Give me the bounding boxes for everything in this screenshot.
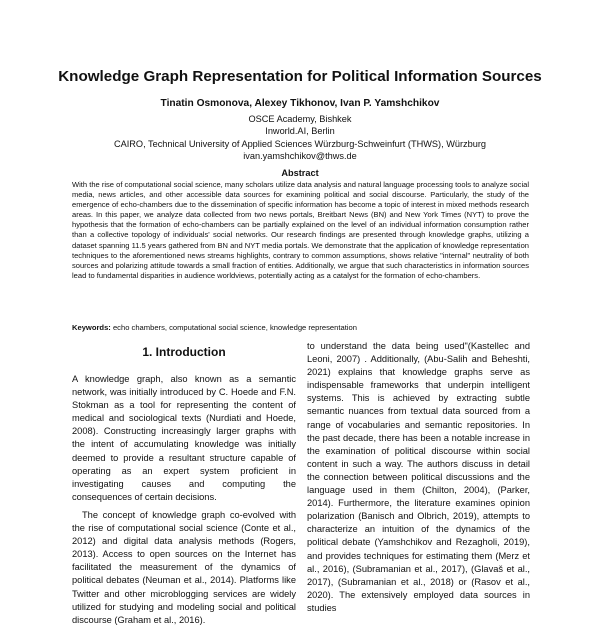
section-heading-introduction: 1. Introduction: [142, 345, 226, 359]
author-list: Tinatin Osmonova, Alexey Tikhonov, Ivan P. Yamshchikov: [160, 98, 440, 109]
left-column: [72, 340, 296, 632]
intro-paragraph-1: A knowledge graph, also known as a semantic network, was initially introduced by C. Hoede and F.N. Stokman as a tool for representing the content of medical and sociological texts (Nurdiati and Hoede, 2008). Constructing increasingly larger graphs with the intent of accumulating knowledge was initially deemed to provide a resultant structure capable of operating as an expert system proficient in investigating causes and computing the consequences of certain decisions.: [72, 374, 296, 502]
intro-paragraph-3: to understand the data being used"(Kastellec and Leoni, 2007) . Additionally, (Abu-Salih and Beheshti, 2021) explains that knowledge graphs serve as indispensable frameworks that underpin intelligent systems. This is achieved by extracting subtle semantic nuances from textual data sourced from a range of vocabularies and semantic repositories. In the past decade, there has been a notable increase in the examination of political discourse within social content in such a way. The authors discuss in detail the connection between political discussions and the language used in them (Chilton, 2004), (Parker, 2014). Furthermore, the literature examines opinion polarization (Banisch and Olbrich, 2019), attempts to characterize an intuition of the dynamics of the political debate (Yamshchikov and Rezagholi, 2019), and provides techniques for estimating them (Merz et al., 2016), (Subramanian et al., 2017), (Glavaš et al., 2017), (Subramanian et al., 2018) or (Rasov et al., 2020). The extensively employed data sources in studies: [307, 341, 530, 613]
affiliation-inworld: Inworld.AI, Berlin: [265, 126, 335, 136]
keywords-label: Keywords:: [72, 323, 111, 332]
paper-title: Knowledge Graph Representation for Political Information Sources: [58, 68, 542, 85]
affiliation-thws: CAIRO, Technical University of Applied Sciences Würzburg-Schweinfurt (THWS), Würzburg: [113, 139, 487, 149]
keywords: [72, 323, 529, 333]
abstract-text: With the rise of computational social science, many scholars utilize data analysis and natural language processing tools to analyze social media, news articles, and other accessible data sources for examining political and social discourse. Particularly, the study of the emergence of echo-chambers due to the dissemination of specific information has become a topic of interest in mixed methods research areas. In this paper, we analyze data collected from two news portals, Breitbart News (BN) and New York Times (NYT) to prove the hypothesis that the formation of echo-chambers can be partially explained on the level of an individual information consumption rather than a collective topology of individuals' social networks. Our research findings are presented through knowledge graphs, utilizing a dataset spanning 11.5 years gathered from BN and NYT media portals. We demonstrate that the application of knowledge representation techniques to the aforementioned news streams highlights, contrary to common assumptions, shows relative "internal" neutrality of both sources and polarizing attitude towards a small fraction of entities. Additionally, we argue that such characteristics in information sources lead to fundamental disparities in audience worldviews, potentially acting as a catalyst for the formation of echo-chambers.: [72, 180, 529, 280]
right-column: [307, 340, 530, 620]
intro-paragraph-2: The concept of knowledge graph co-evolved with the rise of computational social science (Conte et al., 2012) and digital data analysis methods (Rogers, 2013). Access to open sources on the Internet has facilitated the measurement of the dynamics of political debates (Neuman et al., 2014). Platforms like Twitter and other microblogging services are widely utilized for studying and modeling social and political discourse (Graham et al., 2016).: [72, 509, 296, 625]
abstract-heading: Abstract: [281, 168, 319, 178]
keywords-text: echo chambers, computational social science, knowledge representation: [112, 323, 357, 332]
affiliation-osce: OSCE Academy, Bishkek: [248, 114, 352, 124]
author-email: ivan.yamshchikov@thws.de: [243, 151, 357, 161]
